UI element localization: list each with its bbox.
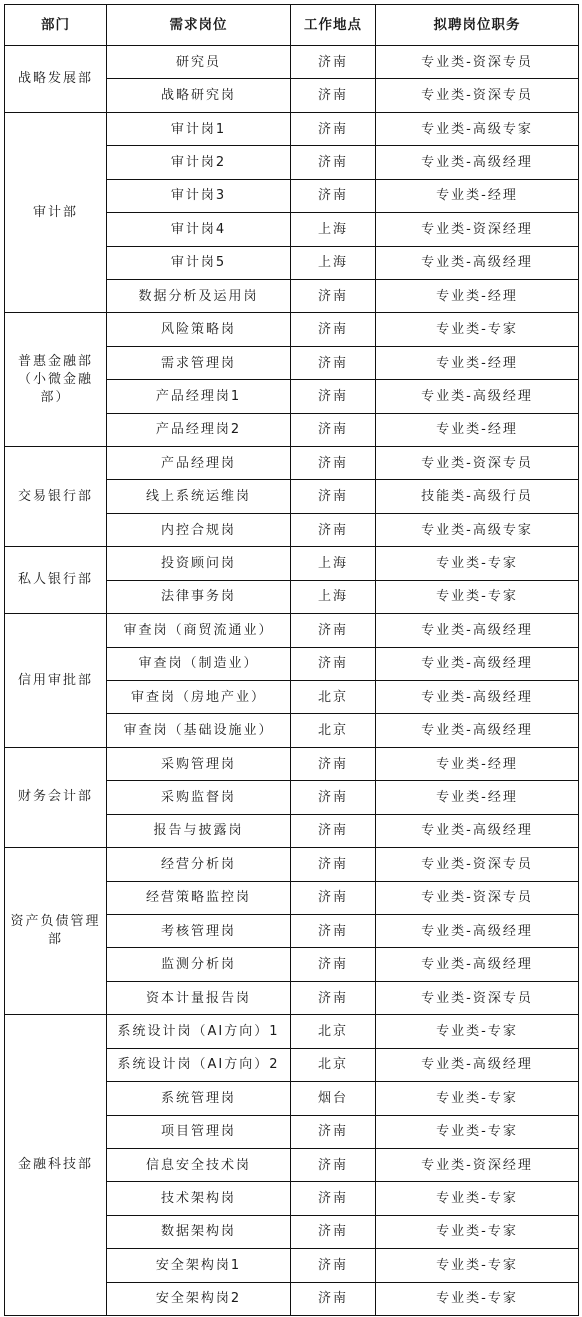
position-cell: 安全架构岗2 [107, 1282, 291, 1315]
position-cell: 审查岗（制造业） [107, 647, 291, 680]
location-cell: 济南 [291, 814, 376, 847]
position-cell: 经营分析岗 [107, 848, 291, 881]
department-cell: 信用审批部 [5, 614, 107, 748]
position-cell: 线上系统运维岗 [107, 480, 291, 513]
recruitment-table [4, 4, 579, 1316]
position-cell: 信息安全技术岗 [107, 1148, 291, 1181]
position-cell: 审计岗1 [107, 112, 291, 145]
position-cell: 审查岗（基础设施业） [107, 714, 291, 747]
job-title-cell: 专业类-经理 [376, 279, 579, 312]
header-row [5, 5, 579, 46]
position-cell: 系统设计岗（AI方向）2 [107, 1048, 291, 1081]
location-cell: 上海 [291, 213, 376, 246]
table-row [5, 1015, 579, 1048]
department-cell: 金融科技部 [5, 1015, 107, 1316]
job-title-cell: 专业类-高级经理 [376, 948, 579, 981]
position-cell: 审计岗4 [107, 213, 291, 246]
location-cell: 济南 [291, 513, 376, 546]
location-cell: 济南 [291, 346, 376, 379]
job-title-cell: 专业类-专家 [376, 1182, 579, 1215]
position-cell: 采购管理岗 [107, 747, 291, 780]
location-cell: 济南 [291, 1148, 376, 1181]
job-title-cell: 专业类-高级经理 [376, 814, 579, 847]
department-cell: 普惠金融部（小微金融部） [5, 313, 107, 447]
position-cell: 产品经理岗 [107, 447, 291, 480]
job-title-cell: 专业类-专家 [376, 1249, 579, 1282]
table-row [5, 112, 579, 145]
header-location: 工作地点 [291, 5, 376, 46]
location-cell: 济南 [291, 1215, 376, 1248]
job-title-cell: 专业类-专家 [376, 313, 579, 346]
job-title-cell: 专业类-专家 [376, 1215, 579, 1248]
location-cell: 济南 [291, 46, 376, 79]
position-cell: 审计岗3 [107, 179, 291, 212]
position-cell: 考核管理岗 [107, 914, 291, 947]
job-title-cell: 专业类-资深专员 [376, 848, 579, 881]
position-cell: 研究员 [107, 46, 291, 79]
job-title-cell: 专业类-高级经理 [376, 614, 579, 647]
department-cell: 审计部 [5, 112, 107, 313]
job-title-cell: 专业类-资深专员 [376, 881, 579, 914]
job-title-cell: 专业类-高级经理 [376, 380, 579, 413]
position-cell: 风险策略岗 [107, 313, 291, 346]
job-title-cell: 专业类-高级经理 [376, 914, 579, 947]
location-cell: 济南 [291, 112, 376, 145]
position-cell: 审查岗（房地产业） [107, 681, 291, 714]
table-header [5, 5, 579, 46]
location-cell: 济南 [291, 1249, 376, 1282]
job-title-cell: 专业类-高级经理 [376, 681, 579, 714]
job-title-cell: 专业类-高级经理 [376, 146, 579, 179]
job-title-cell: 专业类-资深专员 [376, 79, 579, 112]
job-title-cell: 专业类-专家 [376, 1115, 579, 1148]
location-cell: 济南 [291, 79, 376, 112]
job-title-cell: 专业类-高级经理 [376, 246, 579, 279]
job-title-cell: 专业类-资深专员 [376, 447, 579, 480]
table-row [5, 747, 579, 780]
location-cell: 济南 [291, 480, 376, 513]
job-title-cell: 专业类-高级专家 [376, 112, 579, 145]
location-cell: 济南 [291, 146, 376, 179]
position-cell: 采购监督岗 [107, 781, 291, 814]
job-title-cell: 专业类-经理 [376, 747, 579, 780]
location-cell: 北京 [291, 681, 376, 714]
position-cell: 安全架构岗1 [107, 1249, 291, 1282]
location-cell: 济南 [291, 1115, 376, 1148]
job-title-cell: 专业类-资深专员 [376, 46, 579, 79]
job-title-cell: 专业类-高级经理 [376, 647, 579, 680]
position-cell: 系统设计岗（AI方向）1 [107, 1015, 291, 1048]
position-cell: 审计岗2 [107, 146, 291, 179]
location-cell: 济南 [291, 781, 376, 814]
location-cell: 济南 [291, 948, 376, 981]
job-title-cell: 专业类-资深经理 [376, 1148, 579, 1181]
job-title-cell: 专业类-经理 [376, 413, 579, 446]
location-cell: 济南 [291, 313, 376, 346]
location-cell: 济南 [291, 179, 376, 212]
position-cell: 审查岗（商贸流通业） [107, 614, 291, 647]
job-title-cell: 专业类-高级经理 [376, 1048, 579, 1081]
location-cell: 烟台 [291, 1082, 376, 1115]
location-cell: 北京 [291, 714, 376, 747]
position-cell: 监测分析岗 [107, 948, 291, 981]
table-row [5, 547, 579, 580]
job-title-cell: 专业类-经理 [376, 179, 579, 212]
job-title-cell: 专业类-专家 [376, 1015, 579, 1048]
table-row [5, 614, 579, 647]
job-title-cell: 专业类-专家 [376, 580, 579, 613]
header-position: 需求岗位 [107, 5, 291, 46]
position-cell: 系统管理岗 [107, 1082, 291, 1115]
header-department: 部门 [5, 5, 107, 46]
department-cell: 交易银行部 [5, 447, 107, 547]
position-cell: 内控合规岗 [107, 513, 291, 546]
department-cell: 财务会计部 [5, 747, 107, 847]
location-cell: 济南 [291, 914, 376, 947]
job-title-cell: 专业类-高级经理 [376, 714, 579, 747]
location-cell: 北京 [291, 1015, 376, 1048]
location-cell: 济南 [291, 1282, 376, 1315]
location-cell: 济南 [291, 380, 376, 413]
department-cell: 私人银行部 [5, 547, 107, 614]
table-body [5, 46, 579, 1316]
header-job-title: 拟聘岗位职务 [376, 5, 579, 46]
department-cell: 战略发展部 [5, 46, 107, 113]
table-row [5, 313, 579, 346]
job-title-cell: 专业类-专家 [376, 1282, 579, 1315]
position-cell: 产品经理岗2 [107, 413, 291, 446]
position-cell: 需求管理岗 [107, 346, 291, 379]
position-cell: 经营策略监控岗 [107, 881, 291, 914]
position-cell: 项目管理岗 [107, 1115, 291, 1148]
location-cell: 上海 [291, 580, 376, 613]
job-title-cell: 技能类-高级行员 [376, 480, 579, 513]
job-title-cell: 专业类-资深经理 [376, 213, 579, 246]
location-cell: 北京 [291, 1048, 376, 1081]
position-cell: 产品经理岗1 [107, 380, 291, 413]
position-cell: 法律事务岗 [107, 580, 291, 613]
position-cell: 报告与披露岗 [107, 814, 291, 847]
position-cell: 投资顾问岗 [107, 547, 291, 580]
position-cell: 战略研究岗 [107, 79, 291, 112]
location-cell: 济南 [291, 279, 376, 312]
location-cell: 济南 [291, 447, 376, 480]
table-row [5, 848, 579, 881]
location-cell: 济南 [291, 647, 376, 680]
job-title-cell: 专业类-高级专家 [376, 513, 579, 546]
job-title-cell: 专业类-经理 [376, 346, 579, 379]
location-cell: 济南 [291, 848, 376, 881]
job-title-cell: 专业类-专家 [376, 547, 579, 580]
job-title-cell: 专业类-经理 [376, 781, 579, 814]
location-cell: 上海 [291, 246, 376, 279]
job-title-cell: 专业类-资深专员 [376, 981, 579, 1014]
location-cell: 上海 [291, 547, 376, 580]
location-cell: 济南 [291, 413, 376, 446]
location-cell: 济南 [291, 981, 376, 1014]
position-cell: 审计岗5 [107, 246, 291, 279]
table-row [5, 46, 579, 79]
job-title-cell: 专业类-专家 [376, 1082, 579, 1115]
location-cell: 济南 [291, 1182, 376, 1215]
location-cell: 济南 [291, 881, 376, 914]
position-cell: 资本计量报告岗 [107, 981, 291, 1014]
position-cell: 数据分析及运用岗 [107, 279, 291, 312]
table-row [5, 447, 579, 480]
position-cell: 技术架构岗 [107, 1182, 291, 1215]
department-cell: 资产负债管理部 [5, 848, 107, 1015]
location-cell: 济南 [291, 747, 376, 780]
position-cell: 数据架构岗 [107, 1215, 291, 1248]
location-cell: 济南 [291, 614, 376, 647]
